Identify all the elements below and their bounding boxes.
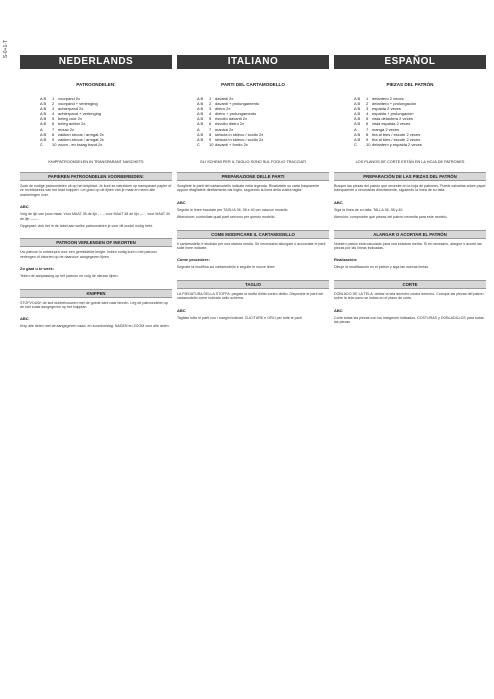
section-title: TAGLIO: [177, 280, 329, 289]
section-subheading: ABC: [334, 307, 343, 313]
part-number: 10: [209, 141, 214, 147]
part-pattern-keys: A B: [40, 111, 47, 117]
part-pattern-keys: A B: [197, 101, 204, 107]
part-number: 2: [209, 101, 212, 107]
section-subheading: Realización:: [334, 257, 358, 263]
section: [334, 280, 486, 325]
language-header: ITALIANO: [177, 55, 329, 69]
part-pattern-keys: A B: [354, 111, 361, 117]
part-pattern-keys: C: [40, 141, 43, 147]
part-name: manica 2x: [215, 126, 234, 132]
section-text: Il cartamodello è studiato per una statura media. Se necessario allungate o accorciate le parti sulle linee indicate.: [177, 241, 326, 251]
part-name: davanti + fondo 2x: [215, 141, 248, 147]
column-dutch: [20, 55, 172, 329]
part-number: 5: [209, 116, 212, 122]
part-name: delantero y espalda 2 veces: [372, 141, 422, 147]
part-pattern-keys: A: [197, 126, 200, 132]
parts-subtitle: PATROONDELEN:: [76, 82, 116, 87]
part-pattern-keys: A B: [354, 136, 361, 142]
part-number: 7: [209, 126, 212, 132]
part-number: 9: [366, 136, 369, 142]
part-number: 3: [52, 106, 55, 112]
section-title: PREPARACIÓN DE LAS PIEZAS DEL PATRÓN: [334, 172, 486, 181]
part-number: 5: [52, 116, 55, 122]
part-number: 2: [366, 101, 369, 107]
cutting-note: LOS PLANOS DE CORTE ESTÁN EN LA HOJA DE PATRONES: [355, 160, 465, 164]
part-name: beleg achter 2x: [58, 121, 86, 127]
part-number: 1: [52, 96, 55, 101]
part-number: 10: [366, 141, 371, 147]
section-title: COME MODIFICARE IL CARTAMODELLO: [177, 230, 329, 239]
section-text: STOFVOUW: de stof dubbelvouwen met de goede kant naar binnen. Leg de patroondelen op de stof zoals aangegeven op het knipplan.: [20, 300, 169, 310]
part-pattern-keys: A B: [40, 116, 47, 122]
section-subheading: ABC: [20, 316, 29, 322]
part-name: vista delantera 2 veces: [372, 116, 413, 122]
section-text: Nuestro patrón está calculado para una estatura media. Si es necesario, alargue o acorte las piezas por las líneas indicadas.: [334, 241, 482, 251]
section-subtext: Teken de aanpassing op het patroon en volg de nieuwe lijnen.: [20, 274, 119, 279]
section-subtext: Tagliate tutte le parti con i margini indicati. CUCITURE e ORLI per tutte le parti.: [177, 315, 303, 320]
section-subtext: Siga la línea de su talla: TALLA 36, 38 y 40.: [334, 207, 404, 212]
parts-list: [197, 96, 329, 158]
section-subheading: ABC: [334, 199, 343, 205]
part-name: espalda 2 veces: [372, 106, 401, 112]
part-name: risvolto dietro 2x: [215, 121, 245, 127]
part-pattern-keys: A B: [40, 106, 47, 112]
part-name: striscia in sbieco / scollo 2x: [215, 131, 264, 137]
parts-subtitle: PIEZAS DEL PATRÓN: [386, 82, 434, 87]
part-pattern-keys: A B: [40, 121, 47, 127]
section-title: PAPIEREN PATROONDELEN VOORBEREIDEN:: [20, 172, 172, 181]
part-name: mouw 2x: [58, 126, 75, 132]
part-name: dietro + prolungamento: [215, 111, 257, 117]
part-name: espalda + prolongación: [372, 111, 414, 117]
part-number: 4: [209, 111, 212, 117]
parts-subtitle: PARTI DEL CARTAMODELLO: [221, 82, 285, 87]
part-pattern-keys: A B: [197, 116, 204, 122]
part-pattern-keys: A B: [40, 101, 47, 107]
part-name: dietro 2x: [215, 106, 231, 112]
part-name: delantero 2 veces: [372, 96, 404, 101]
part-name: achterpand 2x: [58, 106, 84, 112]
columns: [20, 55, 488, 329]
part-pattern-keys: A B: [354, 131, 361, 137]
part-pattern-keys: A B: [354, 116, 361, 122]
section-text: Uw patroon is ontworpen voor een gemiddelde lengte. Indien nodig kunt u het patroon verlengen of inkorten op de daarvoor aangegeven lijnen.: [20, 250, 157, 259]
part-number: 10: [52, 141, 57, 147]
section-text: DOBLADO DE LA TELA: doblar la tela derecho contra derecho. Coloque las piezas del patrón sobre la tela como se indica en el plano de corte.: [334, 291, 484, 301]
part-pattern-keys: A: [40, 126, 43, 132]
parts-list: [40, 96, 172, 158]
part-pattern-keys: A B: [197, 111, 204, 117]
section: [334, 172, 486, 220]
part-name: striscia in sbieco / scollo 2x: [215, 136, 264, 142]
section: [177, 172, 329, 220]
section-title: PATROON VERLENGEN OF INKORTEN: [20, 238, 172, 247]
part-pattern-keys: A B: [197, 121, 204, 127]
part-name: davanti 2x: [215, 96, 234, 101]
section: [177, 280, 329, 320]
part-row: [354, 142, 486, 147]
part-row: [197, 142, 329, 147]
part-number: 6: [52, 121, 55, 127]
section: [20, 172, 172, 228]
part-number: 8: [52, 131, 55, 137]
part-pattern-keys: A B: [197, 106, 204, 112]
section-text: LA PIEGATURA DELLA STOFFA: piegate la stoffa diritto contro diritto. Disponete le parti del cartamodello come indicato nello schema.: [177, 291, 324, 301]
section-tip: Attenzione: controllate quali parti servono per questo modello.: [177, 215, 276, 220]
section-subtext: Volg de lijn van jouw maat. Voor MAAT 36 de lijn - - -, voor MAAT 38 de lijn — ·, voor MAAT 40 de lijn ——.: [20, 212, 171, 221]
section-text: Zoek de nodige patroondelen uit op het knipblad. Je kunt ze natrekken op transparant papier of ze rechtstreeks van het blad knippen. Let goed op de lijnen van je maat en neem alle markeringen over.: [20, 184, 172, 197]
section: [177, 230, 329, 270]
part-name: voorpand + verlenging: [58, 101, 98, 107]
part-number: 9: [209, 136, 212, 142]
section: [20, 289, 172, 329]
section-text: Scegliete le parti del cartamodello indicate nella legenda. Ricalcatele su carta trasparente oppure ritagliatele direttamente dal foglio, seguendo la linea della vostra taglia.: [177, 184, 320, 193]
part-pattern-keys: A B: [354, 121, 361, 127]
part-pattern-keys: A B: [354, 101, 361, 107]
section-subheading: Zo gaat u te werk:: [20, 266, 55, 272]
part-number: 2: [52, 101, 55, 107]
section-subheading: ABC: [177, 199, 186, 205]
part-number: 3: [366, 106, 369, 112]
part-number: 6: [209, 121, 212, 127]
section-tip: Opgepast: vink het in de tabel aan welke patroondelen je voor dit model nodig hebt.: [20, 224, 153, 229]
part-name: davanti + prolungamento: [215, 101, 260, 107]
part-name: tira al bies / escote 2 veces: [372, 136, 421, 142]
part-pattern-keys: A B: [40, 136, 47, 142]
part-pattern-keys: C: [354, 141, 357, 147]
cutting-note: KNIPPATROONDELEN IN TRANSPARANT NASCHETS: [48, 160, 144, 164]
section-tip: Atención: compruebe qué piezas del patrón necesita para este modelo.: [334, 215, 448, 220]
part-name: tira al bies / escote 2 veces: [372, 131, 421, 137]
section-title: ALARGAR O ACORTAR EL PATRÓN: [334, 230, 486, 239]
section-text: Busque las piezas del patrón que necesite en la hoja de patrones. Puede calcarlas sobre papel transparente o recortarlas directamente, siguiendo la línea de su talla.: [334, 184, 486, 193]
language-header: NEDERLANDS: [20, 55, 172, 69]
part-number: 7: [52, 126, 55, 132]
column-spanish: [334, 55, 486, 329]
part-pattern-keys: A: [354, 126, 357, 132]
part-row: [40, 142, 172, 147]
part-number: 9: [52, 136, 55, 142]
part-name: risvolto davanti 2x: [215, 116, 248, 122]
part-pattern-keys: A B: [40, 96, 47, 101]
part-number: 4: [366, 111, 369, 117]
section-subtext: Segnate la modifica sul cartamodello e seguite le nuove linee.: [177, 265, 276, 270]
part-pattern-keys: A B: [197, 136, 204, 142]
part-number: 7: [366, 126, 369, 132]
part-name: zakken strook / armgat 2x: [58, 131, 104, 137]
part-pattern-keys: A B: [197, 96, 204, 101]
part-number: 4: [52, 111, 55, 117]
part-name: achterpand + verlenging: [58, 111, 102, 117]
part-pattern-keys: A B: [40, 131, 47, 137]
part-pattern-keys: C: [197, 141, 200, 147]
parts-list: [354, 96, 486, 158]
section-subtext: Dibuje la modificación en el patrón y siga las nuevas líneas.: [334, 265, 430, 270]
part-name: manga 2 veces: [372, 126, 400, 132]
section-subtext: Seguite le linee tracciate per TAGLIA 36, 38 e 40 per ciascun modello.: [177, 207, 289, 212]
part-number: 1: [366, 96, 369, 101]
part-number: 1: [209, 96, 212, 101]
section-subheading: Come procedere:: [177, 257, 210, 263]
part-number: 8: [366, 131, 369, 137]
section: [20, 238, 172, 278]
section-subheading: ABC: [20, 204, 29, 210]
column-italian: [177, 55, 329, 329]
section-title: PREPARAZIONE DELLE PARTI: [177, 172, 329, 181]
part-name: beleg voor 2x: [58, 116, 83, 122]
part-pattern-keys: A B: [354, 96, 361, 101]
section-subheading: ABC: [177, 307, 186, 313]
cutting-note: GLI SCHEMI PER IL TAGLIO SONO SUL FOGLIO TRACCIATI: [199, 160, 307, 164]
section-subtext: Corte todas las piezas con los márgenes indicados. COSTURAS y DOBLADILLOS para todas las piezas.: [334, 315, 484, 325]
section-title: KNIPPEN: [20, 289, 172, 298]
section-title: CORTE: [334, 280, 486, 289]
part-number: 6: [366, 121, 369, 127]
part-number: 8: [209, 131, 212, 137]
language-header: ESPAÑOL: [334, 55, 486, 69]
part-pattern-keys: A B: [197, 131, 204, 137]
part-number: 3: [209, 106, 212, 112]
section: [334, 230, 486, 270]
part-name: zoom - en kraag band 2x: [58, 141, 103, 147]
section-subtext: Knip alle delen met de aangegeven naad- en zoomtoeslag. NADEN en ZOOM voor alle delen.: [20, 324, 170, 329]
part-name: voorpand 2x: [58, 96, 81, 101]
part-pattern-keys: A B: [354, 106, 361, 112]
part-name: zakken strook / armgat 2x: [58, 136, 104, 142]
side-code: S-0+1-T: [3, 40, 9, 59]
part-name: vista espalda 2 veces: [372, 121, 411, 127]
part-number: 5: [366, 116, 369, 122]
part-name: delantero + prolongación: [372, 101, 417, 107]
